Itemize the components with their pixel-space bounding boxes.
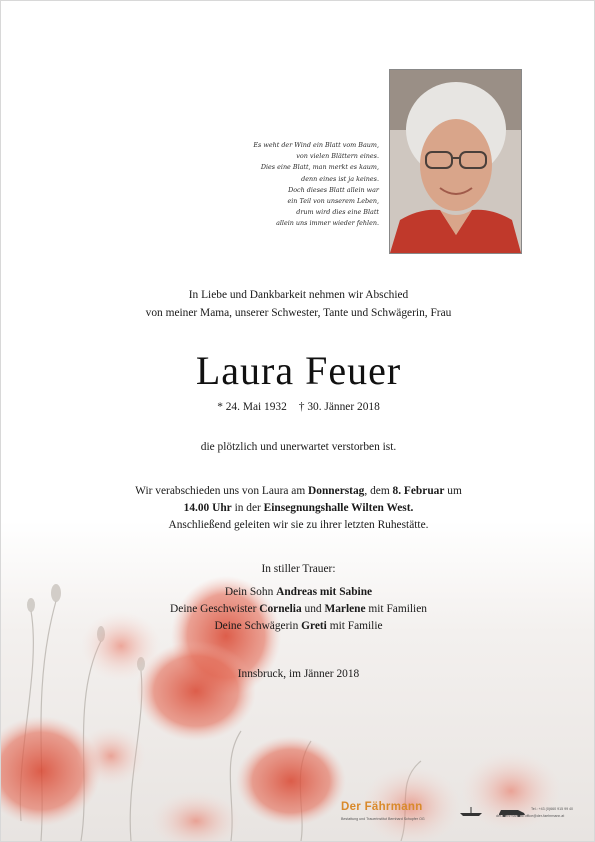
mourner-name: Andreas mit Sabine	[276, 586, 373, 598]
funeral-details	[1, 483, 595, 534]
mourners-heading: In stiller Trauer:	[261, 563, 336, 575]
boat-icon	[459, 807, 483, 817]
intro-line-2: von meiner Mama, unserer Schwester, Tante und Schwägerin, Frau	[145, 307, 452, 319]
brand-subtitle: Bestattung und Trauerinstitut Bernhard Schopfer OG	[341, 817, 425, 821]
funeral-day: Donnerstag	[308, 485, 365, 497]
mourner-name: Marlene	[324, 603, 366, 615]
funeral-date: 8. Februar	[392, 485, 445, 497]
funeral-time: 14.00 Uhr	[183, 502, 232, 514]
text: Deine Geschwister	[170, 603, 260, 615]
poem-line: Doch dieses Blatt allein war	[288, 185, 379, 194]
poem	[151, 140, 379, 230]
poem-line: Dies eine Blatt, man merkt es kaum,	[260, 163, 379, 172]
death-date: † 30. Jänner 2018	[298, 401, 380, 413]
text: in der	[231, 502, 264, 514]
text: , dem	[364, 485, 393, 497]
funeral-line-2	[1, 500, 595, 517]
text: Deine Schwägerin	[214, 620, 302, 632]
mourners-list	[1, 584, 595, 635]
mourner-name: Greti	[301, 620, 327, 632]
text: Wir verabschieden uns von Laura am	[135, 485, 309, 497]
mourner-line	[1, 584, 595, 601]
text: mit Familie	[326, 620, 383, 632]
poem-line: drum wird dies eine Blatt	[296, 208, 379, 217]
poem-line: allein uns immer wieder fehlen.	[276, 219, 379, 228]
funeral-home-logo	[341, 801, 581, 831]
intro-line-1: In Liebe und Dankbarkeit nehmen wir Abschied	[188, 289, 409, 301]
birth-date: * 24. Mai 1932	[217, 401, 287, 413]
contact-web-email: der-faehrmann.at office@der-faehrmann.at	[496, 814, 565, 818]
mourner-line	[1, 601, 595, 618]
deceased-name: Laura Feuer	[195, 348, 402, 393]
place-and-date: Innsbruck, im Jänner 2018	[237, 668, 360, 680]
contact-phone: Tel.: +43 (0)660 915 99 40	[531, 807, 574, 811]
text: um	[444, 485, 462, 497]
text: und	[301, 603, 325, 615]
brand-name: Der Fährmann	[341, 801, 423, 813]
poem-line: ein Teil von unserem Leben,	[287, 197, 379, 206]
funeral-line-1	[1, 483, 595, 500]
poem-line: von vielen Blättern eines.	[296, 152, 379, 161]
intro-text	[1, 286, 595, 322]
death-notice-text: die plötzlich und unerwartet verstorben ist.	[200, 441, 397, 453]
life-dates	[1, 399, 595, 415]
portrait-photo	[389, 69, 522, 254]
text: mit Familien	[365, 603, 427, 615]
text: Dein Sohn	[224, 586, 277, 598]
portrait-icon	[390, 70, 521, 253]
mourner-line	[1, 618, 595, 635]
poem-line: denn eines ist ja keines.	[301, 174, 379, 183]
mourner-name: Cornelia	[259, 603, 302, 615]
funeral-location: Einsegnungshalle Wilten West.	[263, 502, 414, 514]
poem-line: Es weht der Wind ein Blatt vom Baum,	[253, 141, 379, 149]
funeral-line-3: Anschließend geleiten wir sie zu ihrer letzten Ruhestätte.	[168, 519, 429, 531]
